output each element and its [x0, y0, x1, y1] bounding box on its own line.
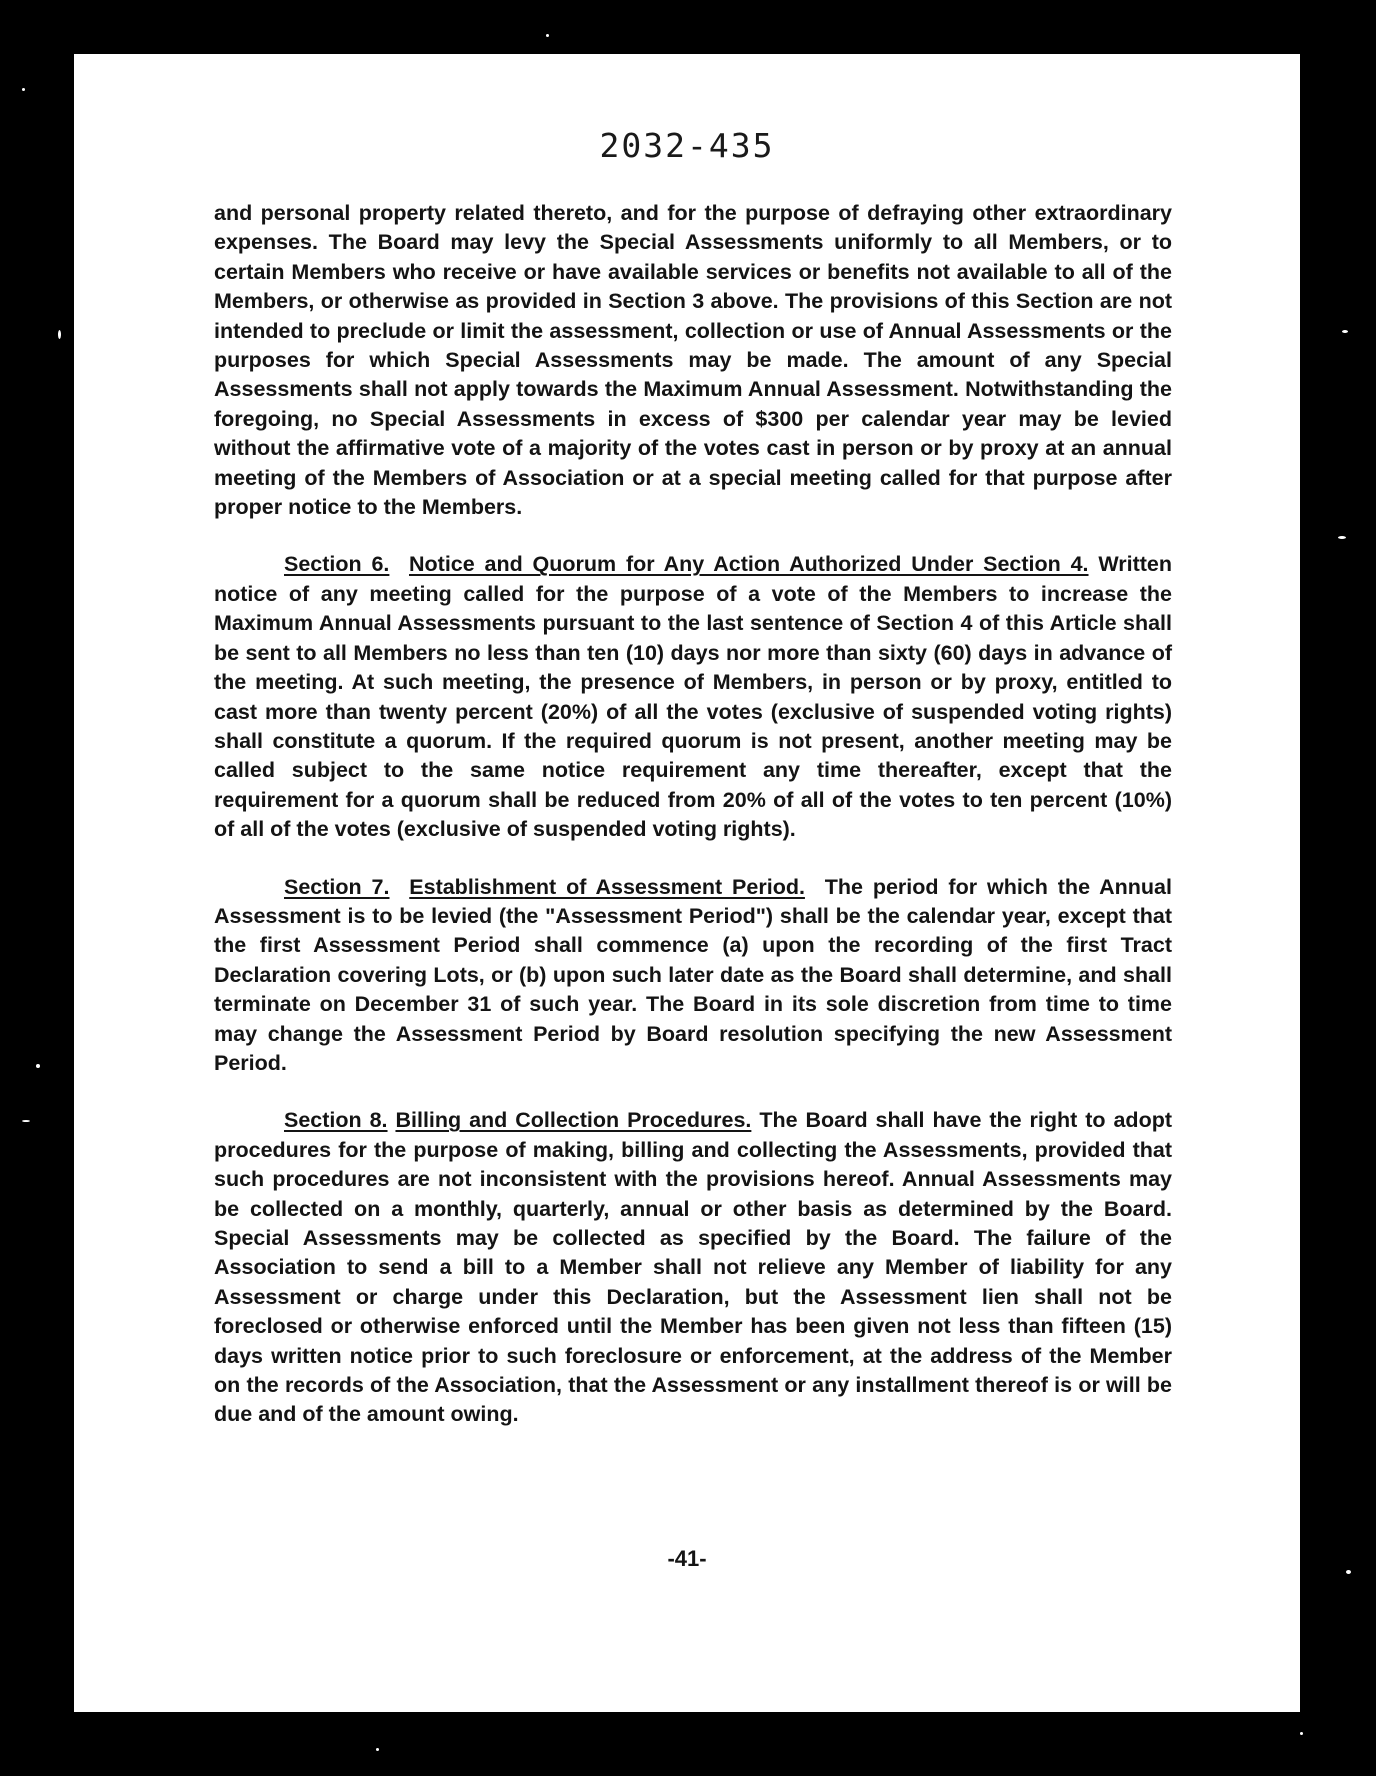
scan-speck [546, 34, 549, 37]
section-8-paragraph [214, 1106, 1172, 1429]
section-8-title: Billing and Collection Procedures. [395, 1108, 752, 1133]
scan-speck [36, 1064, 40, 1068]
document-number: 2032-435 [599, 126, 775, 165]
section-7-title: Establishment of Assessment Period. [409, 874, 805, 899]
section-6-paragraph [214, 550, 1172, 844]
section-6-title: Notice and Quorum for Any Action Authorized Under Section 4. [409, 552, 1089, 577]
scan-speck [22, 1120, 30, 1122]
section-8-text: The Board shall have the right to adopt procedures for the purpose of making, billing and collecting the Assessments, provided that such procedures are not inconsistent with the provisions hereof. Annual Assessments may be collected on a monthly, quarterly, annual or other basis as determined by the Board. Special Assessments may be collected as specified by the Board. The failure of the Association to send a bill to a Member shall not relieve any Member of liability for any Assessment or charge under this Declaration, but the Assessment lien shall not be foreclosed or otherwise enforced until the Member has been given not less than fifteen (15) days written notice prior to such foreclosure or enforcement, at the address of the Member on the records of the Association, that the Assessment or any installment thereof is or will be due and of the amount owing. [214, 1108, 1172, 1427]
scan-speck [1300, 1732, 1303, 1735]
page-number: -41- [667, 1546, 707, 1571]
scan-speck [376, 1748, 379, 1751]
section-7-text: The period for which the Annual Assessment is to be levied (the "Assessment Period") shall be the calendar year, except that the first Assessment Period shall commence (a) upon the recording of the first Tract Declaration covering Lots, or (b) upon such later date as the Board shall determine, and shall terminate on December 31 of such year. The Board in its sole discretion from time to time may change the Assessment Period by Board resolution specifying the new Assessment Period. [214, 874, 1172, 1075]
section-7-paragraph [214, 873, 1172, 1079]
scan-speck [1346, 1570, 1351, 1574]
section-8-number: Section 8. [284, 1108, 388, 1133]
document-page [74, 54, 1300, 1712]
scan-speck [22, 88, 25, 91]
section-6-text: Written notice of any meeting called for the purpose of a vote of the Members to increase the Maximum Annual Assessments pursuant to the last sentence of Section 4 of this Article shall be sent to all Members no less than ten (10) days nor more than sixty (60) days in advance of the meeting. At such meeting, the presence of Members, in person or by proxy, entitled to cast more than twenty percent (20%) of all the votes (exclusive of suspended voting rights) shall constitute a quorum. If the required quorum is not present, another meeting may be called subject to the same notice requirement any time thereafter, except that the requirement for a quorum shall be reduced from 20% of all of the votes to ten percent (10%) of all of the votes (exclusive of suspended voting rights). [214, 552, 1172, 842]
section-7-number: Section 7. [284, 874, 390, 899]
section-6-number: Section 6. [284, 552, 390, 577]
scan-speck [58, 330, 61, 339]
opening-paragraph: and personal property related thereto, and for the purpose of defraying other extraordinary expenses. The Board may levy the Special Assessments uniformly to all Members, or to certain Members who receive or have available services or benefits not available to all of the Members, or otherwise as provided in Section 3 above. The provisions of this Section are not intended to preclude or limit the assessment, collection or use of Annual Assessments or the purposes for which Special Assessments may be made. The amount of any Special Assessments shall not apply towards the Maximum Annual Assessment. Notwithstanding the foregoing, no Special Assessments in excess of $300 per calendar year may be levied without the affirmative vote of a majority of the votes cast in person or by proxy at an annual meeting of the Members of Association or at a special meeting called for that purpose after proper notice to the Members. [214, 201, 1172, 520]
scan-speck [1342, 330, 1348, 333]
scan-speck [1338, 536, 1346, 539]
document-body [214, 199, 1172, 1458]
